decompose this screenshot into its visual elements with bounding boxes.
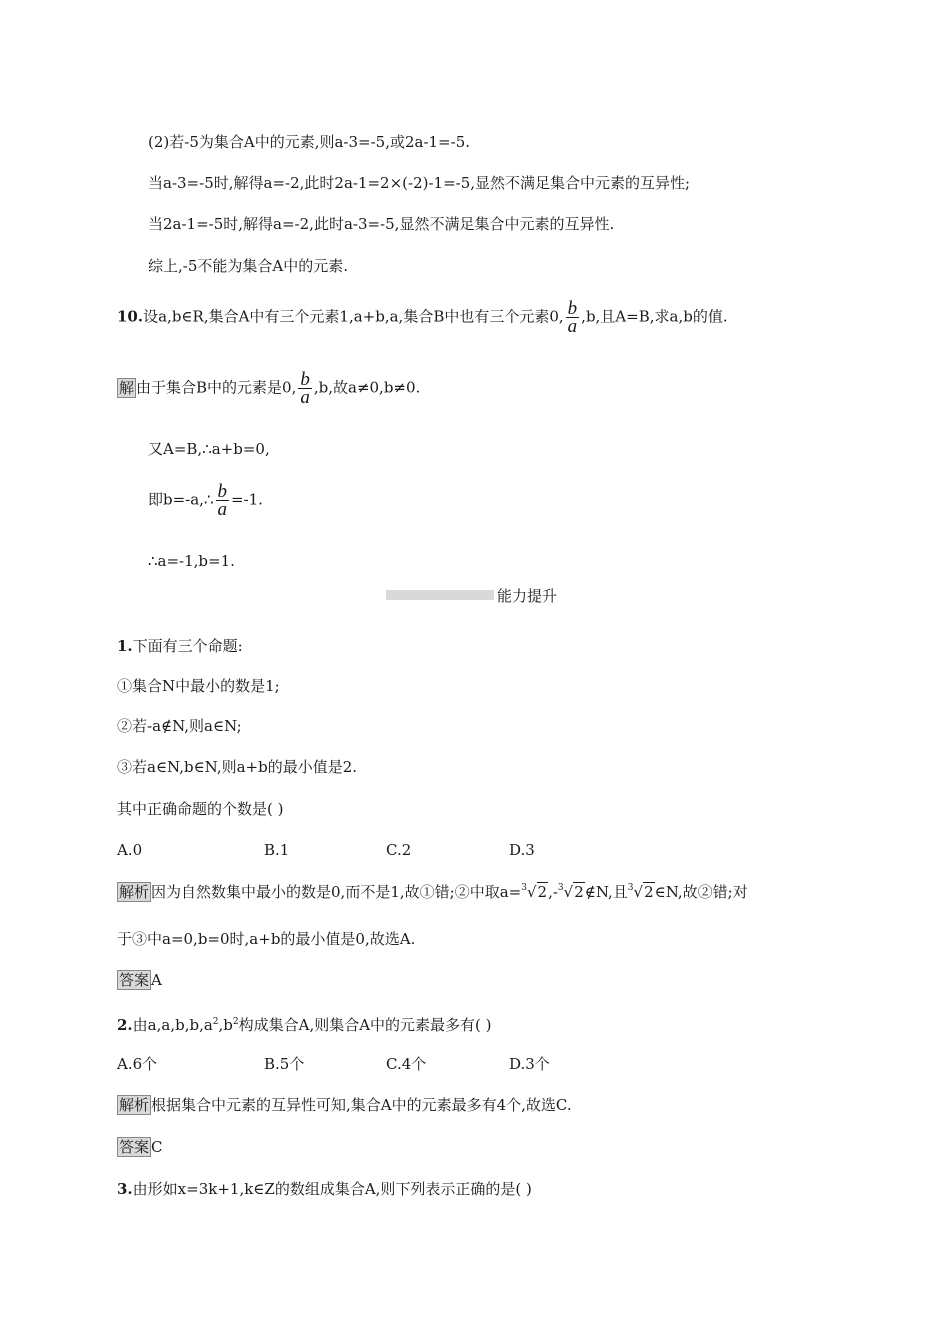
answer-2 (117, 1137, 163, 1157)
radicand: 2 (574, 883, 584, 901)
option-b: B.1 (264, 841, 290, 859)
fraction-numerator: b (217, 481, 227, 502)
fraction-denominator: a (567, 316, 578, 337)
solution-tag: 解 (119, 378, 135, 397)
solution-text: ∈N,故②错;对 (654, 883, 748, 901)
solution-text: ,- (548, 883, 558, 901)
proposition-2: ②若-a∉N,则a∈N; (117, 717, 242, 735)
superscript: 2 (212, 1017, 219, 1027)
solution-10-line3 (148, 483, 263, 518)
solution-text-end: =-1. (231, 490, 263, 509)
solution-tag: 解析 (119, 883, 150, 901)
question-2 (117, 1012, 492, 1035)
question-text: 由形如x=3k+1,k∈Z的数组成集合A,则下列表示正确的是( ) (132, 1180, 532, 1198)
option-d: D.3个 (509, 1055, 550, 1073)
part2-line2: 当a-3=-5时,解得a=-2,此时2a-1=2×(-2)-1=-5,显然不满足集合中元素的互异性; (148, 174, 691, 192)
part2-line1: (2)若-5为集合A中的元素,则a-3=-5,或2a-1=-5. (148, 133, 471, 151)
question-3 (117, 1179, 532, 1199)
question-text: 由a,a,b,b,a (132, 1016, 213, 1034)
radical-sign: √ (563, 883, 574, 901)
proposition-1: ①集合N中最小的数是1; (117, 677, 280, 695)
option-c: C.4个 (386, 1055, 427, 1073)
option-b: B.5个 (264, 1055, 305, 1073)
part2-line4: 综上,-5不能为集合A中的元素. (148, 257, 348, 275)
option-c: C.2 (386, 841, 412, 859)
answer-1 (117, 970, 162, 990)
part2-line3: 当2a-1=-5时,解得a=-2,此时a-3=-5,显然不满足集合中元素的互异性. (148, 215, 615, 233)
cube-root (558, 878, 585, 902)
fraction-b-over-a (566, 300, 580, 335)
question-10 (117, 300, 728, 335)
option-d: D.3 (509, 841, 535, 859)
solution-text: 由于集合B中的元素是0, (136, 378, 297, 397)
solution-text-end: ,b,故a≠0,b≠0. (313, 378, 421, 397)
solution-10-line4: ∴a=-1,b=1. (148, 552, 235, 570)
radical-sign: √ (526, 883, 537, 901)
section-title: 能力提升 (497, 587, 558, 605)
question-number: 2. (117, 1016, 133, 1034)
solution-10-line2: 又A=B,∴a+b=0, (148, 440, 270, 458)
question-number: 1. (117, 637, 133, 655)
solution-tag: 解析 (119, 1096, 150, 1114)
question-1 (117, 636, 243, 656)
option-a: A.0 (117, 841, 143, 859)
solution-text: 根据集合中元素的互异性可知,集合A中的元素最多有4个,故选C. (151, 1096, 572, 1114)
fraction-denominator: a (300, 387, 310, 408)
question-text: 下面有三个命题: (132, 637, 243, 655)
solution-text: ∉N,且 (584, 883, 628, 901)
fraction-b-over-a (298, 371, 312, 406)
cube-root (521, 878, 548, 902)
option-a: A.6个 (117, 1055, 158, 1073)
radicand: 2 (537, 883, 548, 901)
question-text: 构成集合A,则集合A中的元素最多有( ) (238, 1016, 492, 1034)
question-1-ask: 其中正确命题的个数是( ) (117, 800, 284, 818)
radicand: 2 (644, 883, 654, 901)
root-index: 3 (557, 883, 564, 893)
radical-sign: √ (633, 883, 644, 901)
proposition-3: ③若a∈N,b∈N,则a+b的最小值是2. (117, 758, 358, 776)
question-number: 10. (117, 307, 144, 326)
answer-tag: 答案 (119, 971, 150, 989)
answer-value: A (151, 971, 162, 989)
solution-text: 即b=-a,∴ (148, 490, 214, 509)
fraction-b-over-a (216, 483, 230, 518)
root-index: 3 (521, 883, 527, 893)
solution-10 (117, 371, 420, 406)
question-number: 3. (117, 1180, 133, 1198)
answer-tag: 答案 (119, 1138, 150, 1156)
cube-root (628, 878, 655, 902)
solution-text: 因为自然数集中最小的数是0,而不是1,故①错;②中取a= (151, 883, 522, 901)
section-bar (386, 590, 494, 600)
question-text: ,b (218, 1016, 233, 1034)
question-text: 设a,b∈R,集合A中有三个元素1,a+b,a,集合B中也有三个元素0, (143, 307, 564, 326)
superscript: 2 (232, 1017, 239, 1027)
solution-2 (117, 1095, 572, 1115)
fraction-numerator: b (567, 298, 578, 319)
question-text-end: ,b,且A=B,求a,b的值. (581, 307, 728, 326)
root-index: 3 (627, 883, 634, 893)
solution-1 (117, 878, 748, 902)
fraction-numerator: b (300, 369, 310, 390)
answer-value: C (151, 1138, 163, 1156)
solution-1-line2: 于③中a=0,b=0时,a+b的最小值是0,故选A. (117, 930, 416, 948)
fraction-denominator: a (217, 499, 227, 520)
